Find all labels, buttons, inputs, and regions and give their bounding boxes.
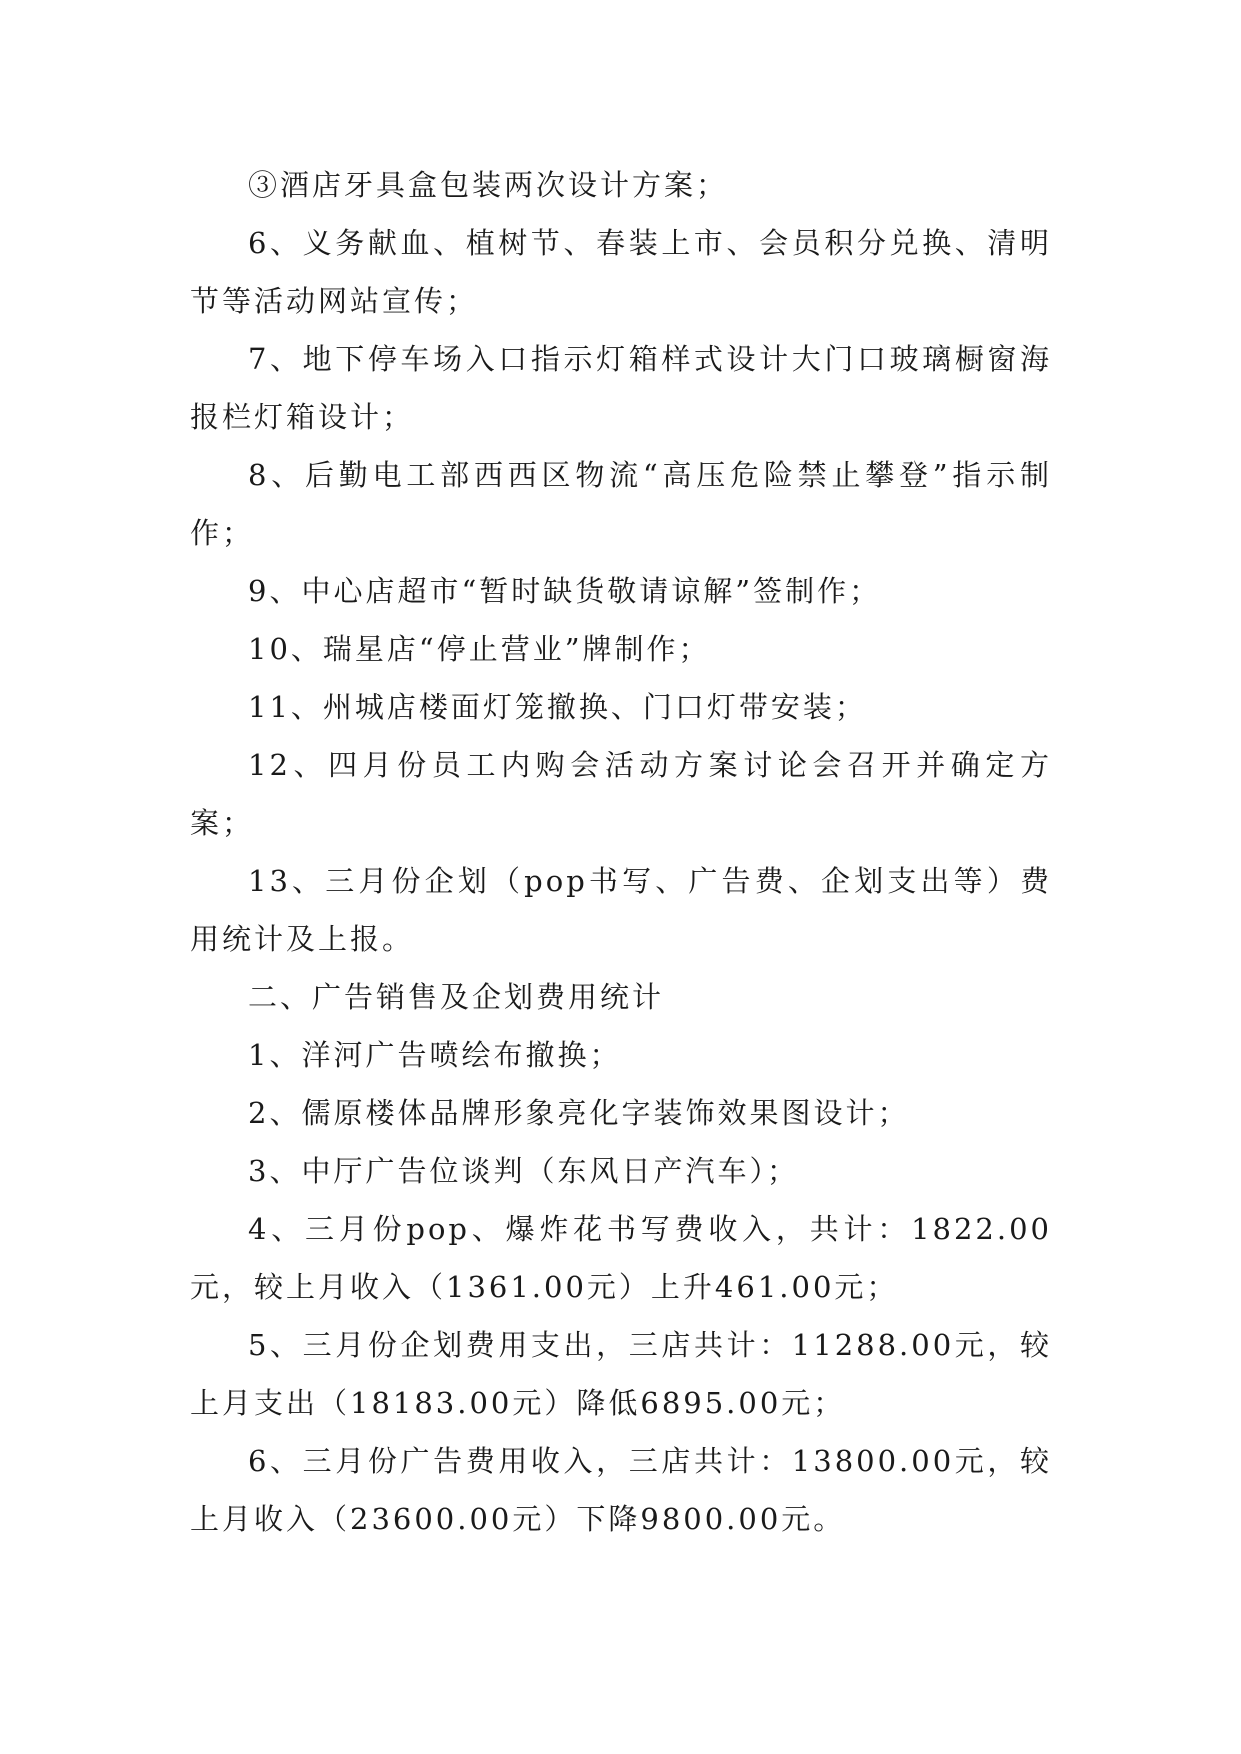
paragraph-item-3-toothkit-design: ③酒店牙具盒包装两次设计方案； <box>248 168 729 202</box>
paragraph-item-8-warning-sign: 8、后勤电工部西西区物流“高压危险禁止攀登”指示制作； <box>190 458 1052 550</box>
paragraph-item-13-expense-report: 13、三月份企划（pop书写、广告费、企划支出等）费用统计及上报。 <box>190 864 1052 956</box>
paragraph-ad-item-1: 1、洋河广告喷绘布撤换； <box>248 1038 622 1072</box>
paragraph-ad-item-6-ad-income: 6、三月份广告费用收入，三店共计：13800.00元，较上月收入（23600.00元）下降9800.00元。 <box>190 1444 1052 1536</box>
paragraph-item-6-website-promo: 6、义务献血、植树节、春装上市、会员积分兑换、清明节等活动网站宣传； <box>190 226 1052 318</box>
document-body <box>190 156 1052 1548</box>
paragraph-item-7-lightbox-design: 7、地下停车场入口指示灯箱样式设计大门口玻璃橱窗海报栏灯箱设计； <box>190 342 1052 434</box>
paragraph-ad-item-2: 2、儒原楼体品牌形象亮化字装饰效果图设计； <box>248 1096 910 1130</box>
paragraph-ad-item-3: 3、中厅广告位谈判（东风日产汽车）； <box>248 1154 799 1188</box>
paragraph-item-11-lantern-replace: 11、州城店楼面灯笼撤换、门口灯带安装； <box>248 690 867 724</box>
paragraph-ad-item-5-planning-expense: 5、三月份企划费用支出，三店共计：11288.00元，较上月支出（18183.00元）降低6895.00元； <box>190 1328 1052 1420</box>
section-heading-ad-sales: 二、广告销售及企划费用统计 <box>248 980 665 1014</box>
paragraph-ad-item-4-pop-income: 4、三月份pop、爆炸花书写费收入，共计：1822.00元，较上月收入（1361.00元）上升461.00元； <box>190 1212 1052 1304</box>
paragraph-item-10-closed-sign: 10、瑞星店“停止营业”牌制作； <box>248 632 711 666</box>
paragraph-item-12-staff-purchase-plan: 12、四月份员工内购会活动方案讨论会召开并确定方案； <box>190 748 1052 840</box>
paragraph-item-9-out-of-stock-sign: 9、中心店超市“暂时缺货敬请谅解”签制作； <box>248 574 882 608</box>
